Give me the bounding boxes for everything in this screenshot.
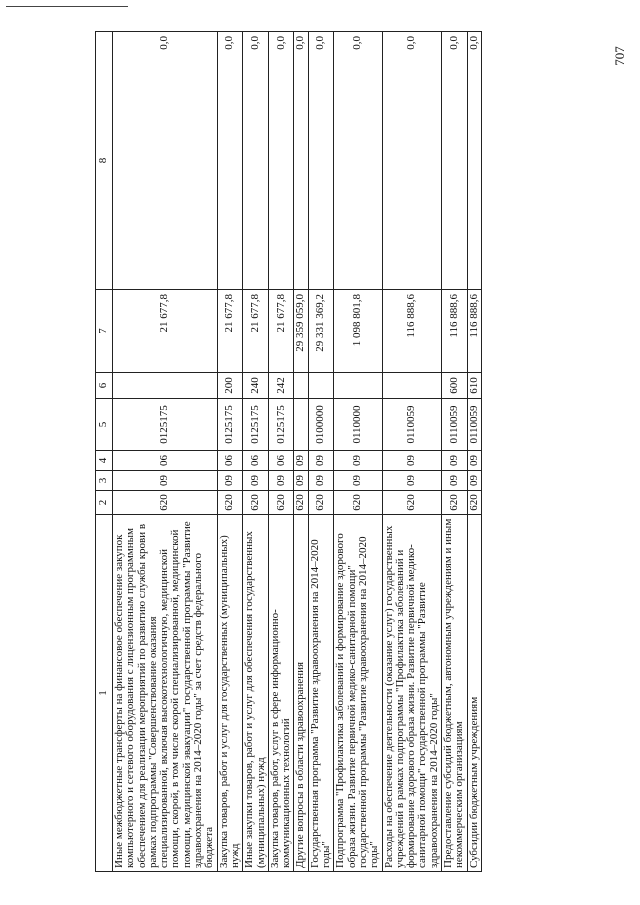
row-name-cell: Предоставление субсидий бюджетным, автономным учреждениям и иным некоммерческим организациям bbox=[442, 515, 468, 872]
code-section-cell: 09 bbox=[467, 471, 481, 491]
code-ministry-cell: 620 bbox=[334, 491, 382, 515]
code-expense-type-cell: 240 bbox=[243, 373, 269, 399]
code-ministry-cell: 620 bbox=[113, 491, 218, 515]
column-header: 6 bbox=[96, 373, 113, 399]
code-section-cell: 09 bbox=[217, 471, 243, 491]
code-subsection-cell: 09 bbox=[334, 451, 382, 471]
code-expense-type-cell: 600 bbox=[442, 373, 468, 399]
code-target-cell: 0125175 bbox=[113, 399, 218, 451]
budget-table bbox=[95, 31, 482, 872]
amount-cell: 21 677,8 bbox=[113, 290, 218, 373]
code-target-cell: 0100000 bbox=[308, 399, 334, 451]
code-ministry-cell: 620 bbox=[467, 491, 481, 515]
table-row bbox=[268, 32, 294, 872]
row-name-cell: Расходы на обеспечение деятельности (оказание услуг) государственных учреждений в рамках подпрограммы "Профилактика заболеваний и формирование здорового образа жизни. Развитие первичной медико-санитарной помощи" государственной программы "Развитие здравоохранения на 2014–2020 годы" bbox=[382, 515, 441, 872]
code-target-cell bbox=[294, 399, 308, 451]
rotated-page-content bbox=[95, 32, 595, 872]
code-ministry-cell: 620 bbox=[294, 491, 308, 515]
amount-change-cell: 0,0 bbox=[334, 32, 382, 290]
row-name-cell: Субсидии бюджетным учреждениям bbox=[467, 515, 481, 872]
row-name-cell: Подпрограмма "Профилактика заболеваний и формирование здорового образа жизни. Развитие первичной медико-санитарной помощи" государственной программы "Развитие здравоохранения на 2014–2020 годы" bbox=[334, 515, 382, 872]
code-ministry-cell: 620 bbox=[217, 491, 243, 515]
code-expense-type-cell bbox=[334, 373, 382, 399]
amount-cell: 29 359 059,0 bbox=[294, 290, 308, 373]
code-target-cell: 0125175 bbox=[243, 399, 269, 451]
column-header: 3 bbox=[96, 471, 113, 491]
code-section-cell: 09 bbox=[268, 471, 294, 491]
code-expense-type-cell bbox=[382, 373, 441, 399]
row-name-cell: Государственная программа "Развитие здравоохранения на 2014–2020 годы" bbox=[308, 515, 334, 872]
amount-cell: 116 888,6 bbox=[467, 290, 481, 373]
code-target-cell: 0110000 bbox=[334, 399, 382, 451]
code-subsection-cell: 09 bbox=[442, 451, 468, 471]
amount-change-cell: 0,0 bbox=[382, 32, 441, 290]
amount-change-cell: 0,0 bbox=[294, 32, 308, 290]
code-expense-type-cell: 200 bbox=[217, 373, 243, 399]
code-target-cell: 0110059 bbox=[442, 399, 468, 451]
code-target-cell: 0110059 bbox=[382, 399, 441, 451]
amount-change-cell: 0,0 bbox=[243, 32, 269, 290]
amount-change-cell: 0,0 bbox=[308, 32, 334, 290]
code-expense-type-cell bbox=[308, 373, 334, 399]
code-section-cell: 09 bbox=[334, 471, 382, 491]
code-target-cell: 0110059 bbox=[467, 399, 481, 451]
code-ministry-cell: 620 bbox=[442, 491, 468, 515]
column-header: 5 bbox=[96, 399, 113, 451]
code-subsection-cell: 06 bbox=[243, 451, 269, 471]
amount-cell: 1 098 801,8 bbox=[334, 290, 382, 373]
code-ministry-cell: 620 bbox=[268, 491, 294, 515]
row-name-cell: Иные межбюджетные трансферты на финансовое обеспечение закупок компьютерного и сетевого оборудования с лицензионным программным обеспечением для реализации мероприятий по развитию службы крови в рамках подпрограммы "Совершенствование оказания специализированной, включая высокотехнологичную, медицинской помощи, скорой, в том числе скорой специализированной, медицинской помощи, медицинской эвакуации" государственной программы "Развитие здравоохранения на 2014–2020 годы" за счет средств федерального бюджета bbox=[113, 515, 218, 872]
page-number: 707 bbox=[612, 46, 627, 66]
code-ministry-cell: 620 bbox=[243, 491, 269, 515]
row-name-cell: Закупка товаров, работ, услуг в сфере информационно-коммуникационных технологий bbox=[268, 515, 294, 872]
row-name-cell: Иные закупки товаров, работ и услуг для обеспечения государственных (муниципальных) нужд bbox=[243, 515, 269, 872]
column-header: 4 bbox=[96, 451, 113, 471]
top-rule bbox=[6, 6, 128, 7]
table-row bbox=[113, 32, 218, 872]
column-header: 1 bbox=[96, 515, 113, 872]
code-target-cell: 0125175 bbox=[268, 399, 294, 451]
code-section-cell: 09 bbox=[113, 471, 218, 491]
amount-cell: 116 888,6 bbox=[442, 290, 468, 373]
table-row bbox=[294, 32, 308, 872]
amount-cell: 21 677,8 bbox=[243, 290, 269, 373]
column-header: 7 bbox=[96, 290, 113, 373]
code-expense-type-cell: 242 bbox=[268, 373, 294, 399]
table-row bbox=[334, 32, 382, 872]
code-subsection-cell: 06 bbox=[268, 451, 294, 471]
code-expense-type-cell bbox=[113, 373, 218, 399]
code-subsection-cell: 09 bbox=[308, 451, 334, 471]
code-section-cell: 09 bbox=[294, 471, 308, 491]
code-expense-type-cell bbox=[294, 373, 308, 399]
code-section-cell: 09 bbox=[382, 471, 441, 491]
amount-cell: 21 677,8 bbox=[217, 290, 243, 373]
code-ministry-cell: 620 bbox=[308, 491, 334, 515]
amount-change-cell: 0,0 bbox=[442, 32, 468, 290]
table-row bbox=[243, 32, 269, 872]
table-row bbox=[217, 32, 243, 872]
code-section-cell: 09 bbox=[243, 471, 269, 491]
table-row bbox=[308, 32, 334, 872]
amount-change-cell: 0,0 bbox=[467, 32, 481, 290]
table-row bbox=[382, 32, 441, 872]
code-subsection-cell: 09 bbox=[467, 451, 481, 471]
code-section-cell: 09 bbox=[442, 471, 468, 491]
code-subsection-cell: 06 bbox=[217, 451, 243, 471]
column-header: 8 bbox=[96, 32, 113, 290]
row-name-cell: Закупка товаров, работ и услуг для государственных (муниципальных) нужд bbox=[217, 515, 243, 872]
code-subsection-cell: 09 bbox=[382, 451, 441, 471]
amount-cell: 29 331 369,2 bbox=[308, 290, 334, 373]
amount-change-cell: 0,0 bbox=[113, 32, 218, 290]
amount-change-cell: 0,0 bbox=[268, 32, 294, 290]
table-header-row bbox=[96, 32, 113, 872]
table-row bbox=[467, 32, 481, 872]
code-ministry-cell: 620 bbox=[382, 491, 441, 515]
code-expense-type-cell: 610 bbox=[467, 373, 481, 399]
amount-change-cell: 0,0 bbox=[217, 32, 243, 290]
code-subsection-cell: 09 bbox=[294, 451, 308, 471]
amount-cell: 21 677,8 bbox=[268, 290, 294, 373]
code-section-cell: 09 bbox=[308, 471, 334, 491]
table-row bbox=[442, 32, 468, 872]
amount-cell: 116 888,6 bbox=[382, 290, 441, 373]
row-name-cell: Другие вопросы в области здравоохранения bbox=[294, 515, 308, 872]
column-header: 2 bbox=[96, 491, 113, 515]
code-target-cell: 0125175 bbox=[217, 399, 243, 451]
code-subsection-cell: 06 bbox=[113, 451, 218, 471]
